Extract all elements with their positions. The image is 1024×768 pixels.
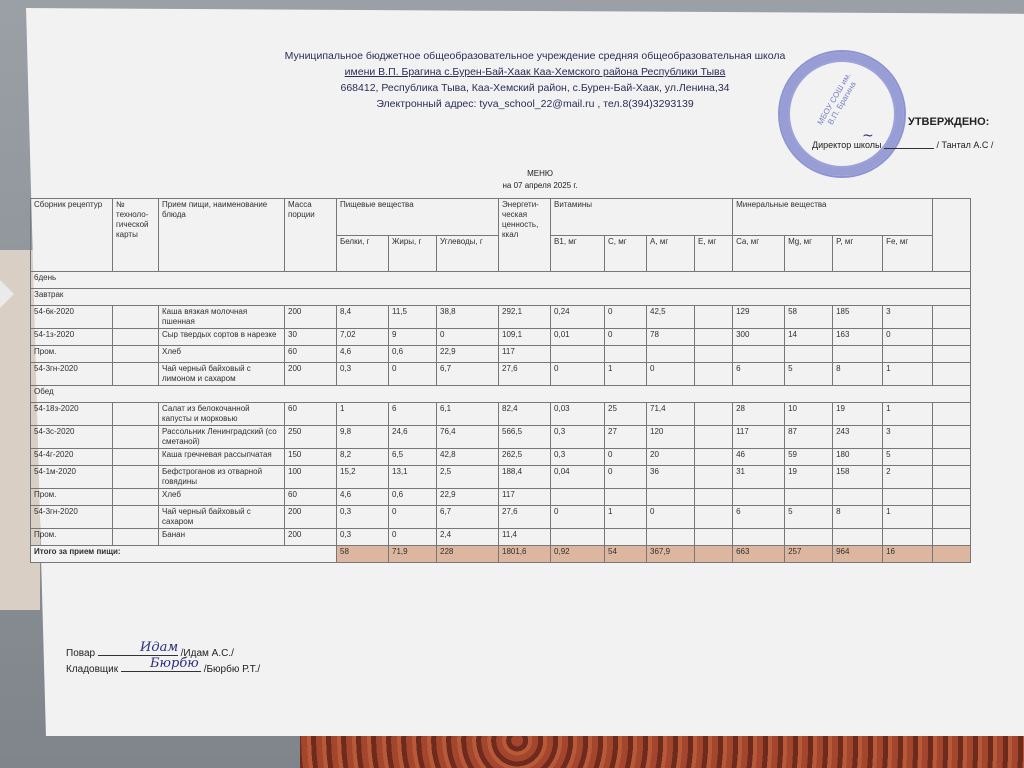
table-cell: 1 — [605, 506, 647, 529]
table-row — [31, 346, 971, 363]
table-cell: 54-1з-2020 — [31, 329, 113, 346]
table-cell: Салат из белокочанной капусты и морковью — [159, 403, 285, 426]
table-cell-empty — [933, 363, 971, 386]
subheader-cell: Белки, г — [337, 235, 389, 272]
table-cell: 60 — [285, 489, 337, 506]
table-cell: 11,5 — [389, 306, 437, 329]
table-cell: 60 — [285, 346, 337, 363]
storekeeper-label: Кладовщик — [66, 664, 119, 675]
section-label: Завтрак — [31, 289, 971, 306]
table-cell: 82,4 — [499, 403, 551, 426]
table-cell — [113, 529, 159, 546]
table-cell: 27,6 — [499, 506, 551, 529]
subheader-cell: C, мг — [605, 235, 647, 272]
director-line — [812, 140, 993, 150]
subheader-cell: P, мг — [833, 235, 883, 272]
table-row — [31, 363, 971, 386]
table-cell: 54-1м-2020 — [31, 466, 113, 489]
table-cell: 1 — [883, 363, 933, 386]
table-cell: 76,4 — [437, 426, 499, 449]
total-cell-empty — [933, 546, 971, 563]
table-cell: 59 — [785, 449, 833, 466]
table-cell: 0 — [389, 363, 437, 386]
table-cell — [733, 346, 785, 363]
table-cell — [695, 529, 733, 546]
table-cell: Бефстроганов из отварной говядины — [159, 466, 285, 489]
table-cell — [883, 489, 933, 506]
table-cell-empty — [933, 306, 971, 329]
table-cell — [695, 506, 733, 529]
table-cell: 1 — [883, 403, 933, 426]
table-cell: 14 — [785, 329, 833, 346]
table-cell-empty — [933, 426, 971, 449]
table-cell — [833, 489, 883, 506]
table-cell — [647, 529, 695, 546]
section-row — [31, 386, 971, 403]
table-cell: 0 — [605, 306, 647, 329]
table-cell: 46 — [733, 449, 785, 466]
table-cell: 1 — [883, 506, 933, 529]
total-cell: 71,9 — [389, 546, 437, 563]
table-cell: 117 — [499, 346, 551, 363]
table-cell: 4,6 — [337, 489, 389, 506]
table-cell — [695, 466, 733, 489]
table-cell — [647, 489, 695, 506]
table-cell: 0,24 — [551, 306, 605, 329]
table-cell: 0 — [437, 329, 499, 346]
storekeeper-name: /Бюрбю Р.Т./ — [203, 664, 261, 675]
subheader-cell: Углеводы, г — [437, 235, 499, 272]
table-cell: Хлеб — [159, 489, 285, 506]
subheader-cell: Жиры, г — [389, 235, 437, 272]
storekeeper-underline — [121, 671, 201, 672]
storekeeper-signature: Бюрбю — [150, 656, 199, 671]
table-cell — [605, 529, 647, 546]
table-cell — [113, 346, 159, 363]
table-cell: 0,3 — [337, 363, 389, 386]
table-cell: 0 — [389, 529, 437, 546]
table-cell: 0,01 — [551, 329, 605, 346]
table-header-row — [31, 199, 971, 236]
table-cell: 54-6к-2020 — [31, 306, 113, 329]
table-cell — [785, 529, 833, 546]
table-cell: 1 — [337, 403, 389, 426]
cook-name: /Идам А.С./ — [180, 648, 234, 659]
table-cell: 117 — [733, 426, 785, 449]
table-cell — [833, 346, 883, 363]
table-cell: 0 — [389, 506, 437, 529]
table-cell: 42,8 — [437, 449, 499, 466]
table-cell: 2 — [883, 466, 933, 489]
table-row — [31, 466, 971, 489]
table-cell-empty — [933, 489, 971, 506]
table-cell: 19 — [833, 403, 883, 426]
table-cell: 6,7 — [437, 506, 499, 529]
table-cell: 6 — [389, 403, 437, 426]
table-cell: 200 — [285, 529, 337, 546]
table-cell: 117 — [499, 489, 551, 506]
table-cell: 0 — [883, 329, 933, 346]
table-cell — [695, 306, 733, 329]
table-cell-empty — [933, 403, 971, 426]
table-cell — [113, 329, 159, 346]
table-cell: 0 — [605, 449, 647, 466]
table-cell: 3 — [883, 306, 933, 329]
total-cell: 964 — [833, 546, 883, 563]
table-cell-empty — [933, 529, 971, 546]
header-cell: Минеральные вещества — [733, 199, 933, 236]
total-cell: 257 — [785, 546, 833, 563]
director-prefix: Директор школы — [812, 140, 882, 150]
table-cell: 10 — [785, 403, 833, 426]
table-cell: Пром. — [31, 346, 113, 363]
table-cell: 25 — [605, 403, 647, 426]
table-cell: 6,5 — [389, 449, 437, 466]
table-cell — [113, 489, 159, 506]
subheader-cell: Ca, мг — [733, 235, 785, 272]
table-cell: 0,3 — [337, 506, 389, 529]
table-cell: 20 — [647, 449, 695, 466]
table-cell — [695, 449, 733, 466]
table-cell — [113, 426, 159, 449]
table-cell: 30 — [285, 329, 337, 346]
table-cell: 3 — [883, 426, 933, 449]
menu-table — [30, 198, 971, 563]
table-cell — [733, 489, 785, 506]
table-cell: 188,4 — [499, 466, 551, 489]
total-cell: 54 — [605, 546, 647, 563]
table-row — [31, 449, 971, 466]
table-cell: 2,5 — [437, 466, 499, 489]
table-cell: 11,4 — [499, 529, 551, 546]
table-cell — [785, 489, 833, 506]
table-cell: 7,02 — [337, 329, 389, 346]
table-cell: 109,1 — [499, 329, 551, 346]
table-cell: 38,8 — [437, 306, 499, 329]
table-cell: 262,5 — [499, 449, 551, 466]
stamp-text: МБОУ СОШ им. В.П. Брагина — [815, 71, 858, 127]
table-cell: 71,4 — [647, 403, 695, 426]
day-row — [31, 272, 971, 289]
table-cell: 200 — [285, 306, 337, 329]
table-cell — [551, 346, 605, 363]
table-row — [31, 529, 971, 546]
table-cell: 22,9 — [437, 346, 499, 363]
table-cell — [883, 529, 933, 546]
subheader-cell: B1, мг — [551, 235, 605, 272]
table-cell — [785, 346, 833, 363]
header-cell: Масса порции — [285, 199, 337, 272]
table-cell: 292,1 — [499, 306, 551, 329]
table-cell — [695, 363, 733, 386]
table-cell: 54-4г-2020 — [31, 449, 113, 466]
total-cell: 58 — [337, 546, 389, 563]
table-cell — [113, 363, 159, 386]
table-cell: 87 — [785, 426, 833, 449]
total-cell: 663 — [733, 546, 785, 563]
table-cell: 8 — [833, 506, 883, 529]
table-cell: 54-3гн-2020 — [31, 506, 113, 529]
table-cell: 0,6 — [389, 489, 437, 506]
cook-label: Повар — [66, 648, 96, 659]
table-cell: 0 — [551, 506, 605, 529]
table-cell: Сыр твердых сортов в нарезке — [159, 329, 285, 346]
table-cell — [695, 346, 733, 363]
table-cell: 27 — [605, 426, 647, 449]
table-cell — [605, 346, 647, 363]
table-cell: 8,2 — [337, 449, 389, 466]
table-cell: Пром. — [31, 529, 113, 546]
table-cell: 0 — [551, 363, 605, 386]
table-cell — [733, 529, 785, 546]
table-cell: 8 — [833, 363, 883, 386]
table-cell: 4,6 — [337, 346, 389, 363]
table-cell — [113, 449, 159, 466]
table-cell: 28 — [733, 403, 785, 426]
section-label: Обед — [31, 386, 971, 403]
table-cell: 9 — [389, 329, 437, 346]
table-cell: 200 — [285, 363, 337, 386]
header-cell: Прием пищи, наименование блюда — [159, 199, 285, 272]
table-cell — [883, 346, 933, 363]
header-cell: Энергети-ческая ценность, ккал — [499, 199, 551, 272]
table-cell: Чай черный байховый с сахаром — [159, 506, 285, 529]
total-cell — [695, 546, 733, 563]
table-cell: 60 — [285, 403, 337, 426]
table-cell: 300 — [733, 329, 785, 346]
table-cell: 0,04 — [551, 466, 605, 489]
table-cell: Каша вязкая молочная пшенная — [159, 306, 285, 329]
table-cell: 566,5 — [499, 426, 551, 449]
table-cell: 5 — [785, 506, 833, 529]
approve-label: УТВЕРЖДЕНО: — [908, 116, 990, 128]
table-cell: 185 — [833, 306, 883, 329]
table-cell: 0 — [647, 363, 695, 386]
table-cell: 54-3гн-2020 — [31, 363, 113, 386]
cook-signature: Идам — [140, 640, 179, 655]
table-cell: 6,7 — [437, 363, 499, 386]
table-cell — [113, 506, 159, 529]
subheader-cell: A, мг — [647, 235, 695, 272]
director-signature-line — [884, 148, 934, 149]
table-row — [31, 306, 971, 329]
table-cell: 27,6 — [499, 363, 551, 386]
table-cell: 0,3 — [551, 449, 605, 466]
total-label: Итого за прием пищи: — [31, 546, 337, 563]
table-cell: 163 — [833, 329, 883, 346]
menu-title — [470, 168, 610, 192]
table-cell — [113, 466, 159, 489]
table-row — [31, 403, 971, 426]
subheader-cell: Fe, мг — [883, 235, 933, 272]
table-cell: Каша гречневая рассыпчатая — [159, 449, 285, 466]
table-cell: 150 — [285, 449, 337, 466]
table-cell: 0,6 — [389, 346, 437, 363]
table-cell: Рассольник Ленинградский (со сметаной) — [159, 426, 285, 449]
header-line-4: Электронный адрес: tyva_school_22@mail.ru , тел.8(394)3293139 — [376, 98, 694, 110]
total-cell: 228 — [437, 546, 499, 563]
table-cell-empty — [933, 506, 971, 529]
school-header — [250, 48, 820, 112]
table-cell: Банан — [159, 529, 285, 546]
table-cell: 31 — [733, 466, 785, 489]
table-cell: 22,9 — [437, 489, 499, 506]
table-cell: 8,4 — [337, 306, 389, 329]
table-cell: 2,4 — [437, 529, 499, 546]
table-cell: 120 — [647, 426, 695, 449]
day-label: 6день — [31, 272, 971, 289]
table-cell — [551, 489, 605, 506]
table-row — [31, 489, 971, 506]
table-cell-empty — [933, 346, 971, 363]
table-cell: 5 — [785, 363, 833, 386]
table-cell: 158 — [833, 466, 883, 489]
table-cell: 15,2 — [337, 466, 389, 489]
header-cell: Витамины — [551, 199, 733, 236]
school-stamp — [778, 50, 906, 178]
table-cell — [605, 489, 647, 506]
total-cell: 1801,6 — [499, 546, 551, 563]
table-cell: 180 — [833, 449, 883, 466]
table-cell: 13,1 — [389, 466, 437, 489]
table-cell: 1 — [605, 363, 647, 386]
header-cell: Сборник рецептур — [31, 199, 113, 272]
table-cell: 58 — [785, 306, 833, 329]
table-cell: Хлеб — [159, 346, 285, 363]
director-name: / Тантал А.С / — [936, 140, 994, 150]
arrow-shape — [0, 280, 14, 308]
total-cell: 0,92 — [551, 546, 605, 563]
table-cell: 78 — [647, 329, 695, 346]
table-cell: 0,3 — [551, 426, 605, 449]
table-cell: 0,3 — [337, 529, 389, 546]
table-cell: 0,03 — [551, 403, 605, 426]
table-cell: 6 — [733, 506, 785, 529]
table-cell: 129 — [733, 306, 785, 329]
header-line-3: 668412, Республика Тыва, Каа-Хемский район, с.Бурен-Бай-Хаак, ул.Ленина,34 — [340, 82, 730, 94]
total-cell: 367,9 — [647, 546, 695, 563]
subheader-cell: Mg, мг — [785, 235, 833, 272]
header-cell: № техноло-гической карты — [113, 199, 159, 272]
table-cell: 6,1 — [437, 403, 499, 426]
table-cell — [695, 403, 733, 426]
table-cell — [695, 426, 733, 449]
table-cell: 200 — [285, 506, 337, 529]
menu-title-line-1: МЕНЮ — [527, 169, 553, 178]
table-cell: 250 — [285, 426, 337, 449]
table-cell — [113, 403, 159, 426]
header-cell-empty — [933, 199, 971, 272]
table-row — [31, 329, 971, 346]
table-cell-empty — [933, 449, 971, 466]
table-cell: 5 — [883, 449, 933, 466]
table-cell: 9,8 — [337, 426, 389, 449]
table-cell: 100 — [285, 466, 337, 489]
table-cell — [551, 529, 605, 546]
table-cell: 0 — [647, 506, 695, 529]
table-cell: 6 — [733, 363, 785, 386]
table-cell — [113, 306, 159, 329]
table-cell: 19 — [785, 466, 833, 489]
table-cell: Чай черный байховый с лимоном и сахаром — [159, 363, 285, 386]
table-cell: 54-3с-2020 — [31, 426, 113, 449]
table-cell: Пром. — [31, 489, 113, 506]
table-cell — [695, 329, 733, 346]
subheader-cell: E, мг — [695, 235, 733, 272]
menu-title-date: на 07 апреля 2025 г. — [502, 181, 578, 190]
table-cell-empty — [933, 466, 971, 489]
table-cell — [833, 529, 883, 546]
total-cell: 16 — [883, 546, 933, 563]
table-cell: 0 — [605, 466, 647, 489]
section-row — [31, 289, 971, 306]
table-row — [31, 506, 971, 529]
table-cell — [647, 346, 695, 363]
table-cell: 36 — [647, 466, 695, 489]
table-cell: 24,6 — [389, 426, 437, 449]
table-cell: 243 — [833, 426, 883, 449]
table-cell: 0 — [605, 329, 647, 346]
header-line-1: Муниципальное бюджетное общеобразовательное учреждение средняя общеобразовательная школа — [284, 50, 786, 62]
table-cell: 54-18з-2020 — [31, 403, 113, 426]
table-row — [31, 426, 971, 449]
director-signature: ~ — [862, 128, 874, 144]
total-row — [31, 546, 971, 563]
table-cell — [695, 489, 733, 506]
table-cell: 42,5 — [647, 306, 695, 329]
header-cell: Пищевые вещества — [337, 199, 499, 236]
table-cell-empty — [933, 329, 971, 346]
header-line-2: имени В.П. Брагина с.Бурен-Бай-Хаак Каа-Хемского района Республики Тыва — [344, 66, 726, 78]
